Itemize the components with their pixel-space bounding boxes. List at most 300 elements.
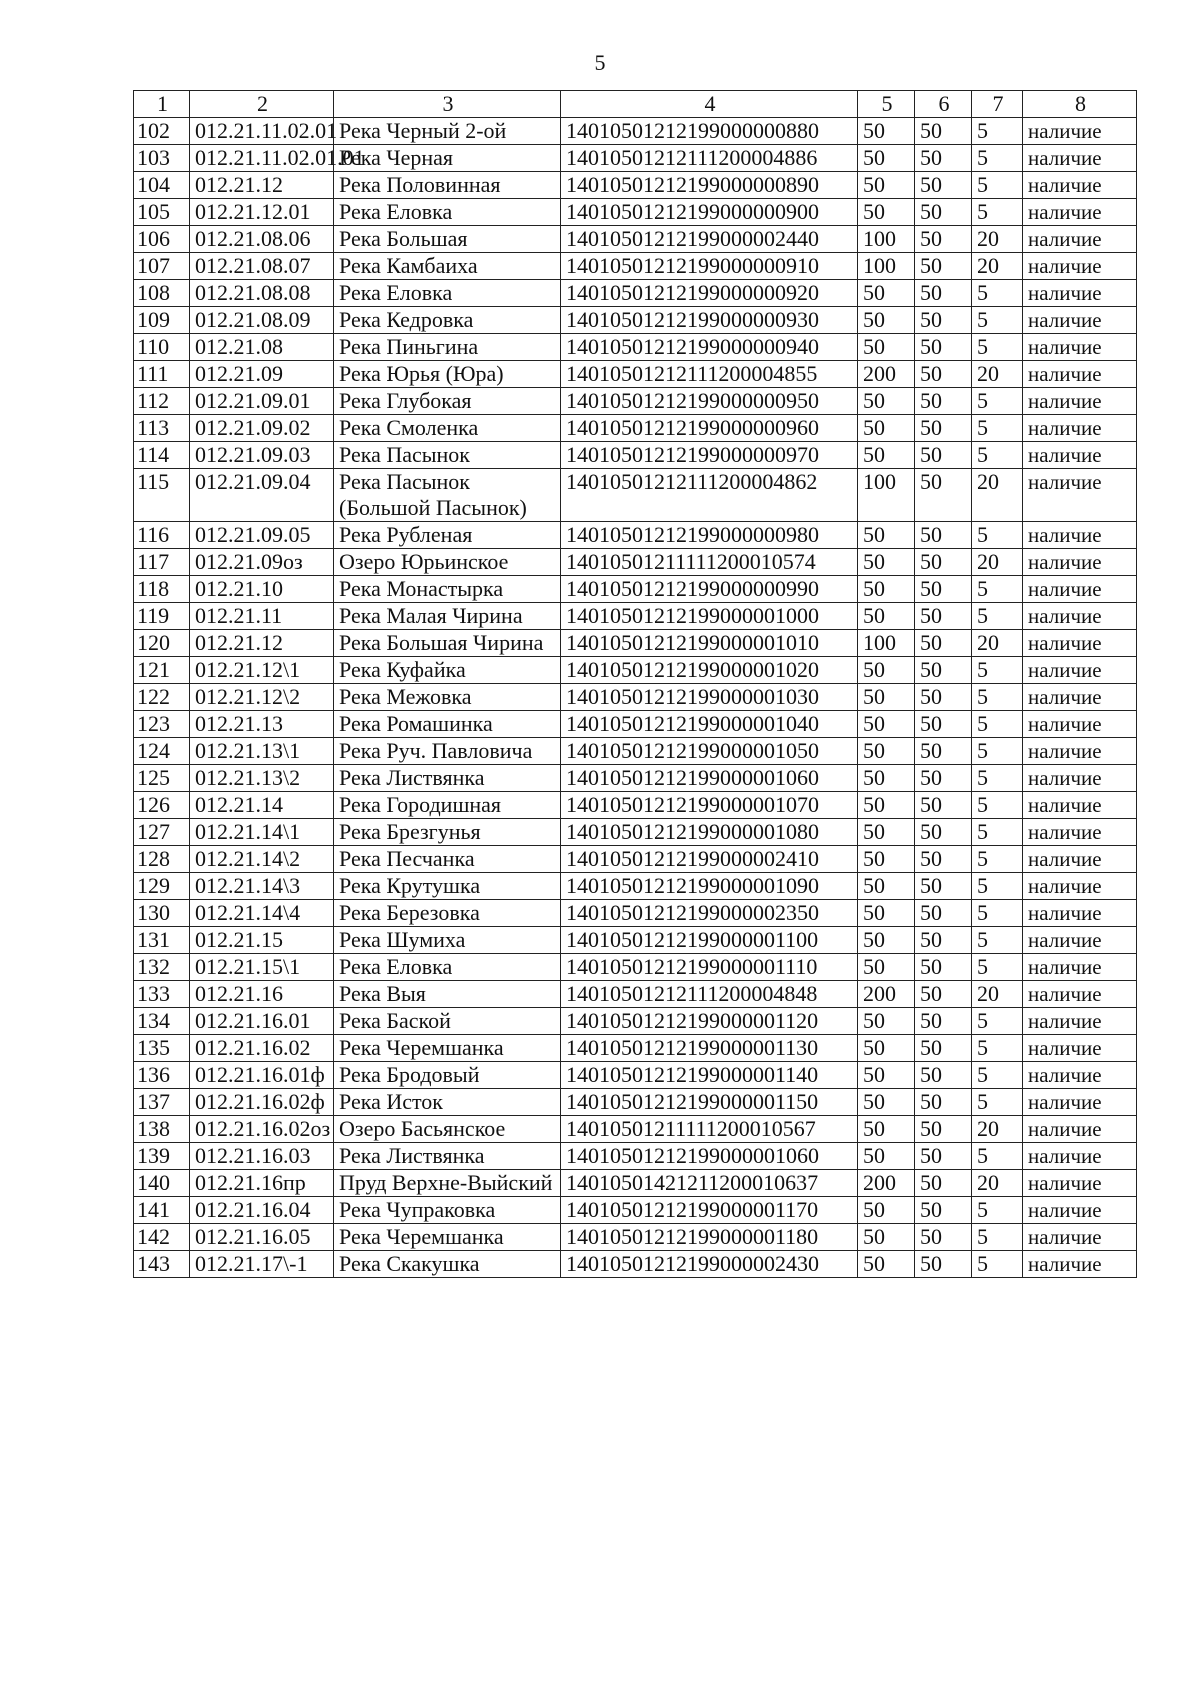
value-col5-cell: 50 <box>858 1143 915 1170</box>
registry-code-cell: 14010501212199000000980 <box>561 522 858 549</box>
value-col6-cell: 50 <box>915 576 972 603</box>
object-code-cell: 012.21.08.07 <box>190 253 334 280</box>
object-code-cell: 012.21.16.02 <box>190 1035 334 1062</box>
value-col5-cell: 50 <box>858 792 915 819</box>
object-code-cell: 012.21.12.01 <box>190 199 334 226</box>
object-name-cell: Река Рубленая <box>334 522 561 549</box>
object-code-cell: 012.21.13\2 <box>190 765 334 792</box>
object-name-cell: Река Еловка <box>334 199 561 226</box>
object-name-cell: Река Пасынок <box>334 442 561 469</box>
table-row <box>134 738 1137 765</box>
value-col5-cell: 50 <box>858 145 915 172</box>
value-col6-cell: 50 <box>915 415 972 442</box>
status-cell: наличие <box>1023 765 1137 792</box>
row-number-cell: 113 <box>134 415 190 442</box>
table-row <box>134 927 1137 954</box>
value-col7-cell: 5 <box>972 873 1023 900</box>
object-code-cell: 012.21.09.05 <box>190 522 334 549</box>
value-col5-cell: 50 <box>858 738 915 765</box>
registry-code-cell: 14010501212199000001080 <box>561 819 858 846</box>
registry-code-cell: 14010501212199000001140 <box>561 1062 858 1089</box>
value-col7-cell: 5 <box>972 1224 1023 1251</box>
registry-code-cell: 14010501421211200010637 <box>561 1170 858 1197</box>
value-col6-cell: 50 <box>915 172 972 199</box>
value-col7-cell: 20 <box>972 469 1023 522</box>
value-col5-cell: 50 <box>858 1008 915 1035</box>
table-row <box>134 442 1137 469</box>
object-name-cell: Река Монастырка <box>334 576 561 603</box>
registry-code-cell: 14010501212199000002410 <box>561 846 858 873</box>
row-number-cell: 104 <box>134 172 190 199</box>
object-name-cell: Река Межовка <box>334 684 561 711</box>
registry-code-cell: 14010501212199000001090 <box>561 873 858 900</box>
registry-code-cell: 14010501212199000001170 <box>561 1197 858 1224</box>
value-col5-cell: 50 <box>858 819 915 846</box>
table-row <box>134 954 1137 981</box>
value-col7-cell: 5 <box>972 954 1023 981</box>
table-row <box>134 226 1137 253</box>
value-col5-cell: 50 <box>858 1089 915 1116</box>
row-number-cell: 143 <box>134 1251 190 1278</box>
registry-code-cell: 14010501212199000001030 <box>561 684 858 711</box>
value-col6-cell: 50 <box>915 1062 972 1089</box>
object-code-cell: 012.21.09.03 <box>190 442 334 469</box>
value-col6-cell: 50 <box>915 657 972 684</box>
object-code-cell: 012.21.11.02.01.01 <box>190 145 334 172</box>
value-col7-cell: 5 <box>972 1197 1023 1224</box>
row-number-cell: 124 <box>134 738 190 765</box>
value-col6-cell: 50 <box>915 334 972 361</box>
value-col7-cell: 5 <box>972 738 1023 765</box>
table-row <box>134 469 1137 522</box>
table-row <box>134 765 1137 792</box>
registry-code-cell: 14010501212199000000900 <box>561 199 858 226</box>
status-cell: наличие <box>1023 522 1137 549</box>
row-number-cell: 114 <box>134 442 190 469</box>
value-col7-cell: 5 <box>972 280 1023 307</box>
value-col6-cell: 50 <box>915 603 972 630</box>
registry-code-cell: 14010501212111200004855 <box>561 361 858 388</box>
row-number-cell: 117 <box>134 549 190 576</box>
object-code-cell: 012.21.09.01 <box>190 388 334 415</box>
value-col6-cell: 50 <box>915 819 972 846</box>
column-header-6: 6 <box>915 91 972 118</box>
table-row <box>134 846 1137 873</box>
object-code-cell: 012.21.14\4 <box>190 900 334 927</box>
object-code-cell: 012.21.11.02.01 <box>190 118 334 145</box>
object-code-cell: 012.21.16.02ф <box>190 1089 334 1116</box>
table-body <box>134 118 1137 1278</box>
object-code-cell: 012.21.09.02 <box>190 415 334 442</box>
row-number-cell: 110 <box>134 334 190 361</box>
object-name-cell: Река Шумиха <box>334 927 561 954</box>
value-col5-cell: 50 <box>858 388 915 415</box>
registry-code-cell: 14010501212199000002350 <box>561 900 858 927</box>
row-number-cell: 102 <box>134 118 190 145</box>
status-cell: наличие <box>1023 900 1137 927</box>
status-cell: наличие <box>1023 1089 1137 1116</box>
object-code-cell: 012.21.13\1 <box>190 738 334 765</box>
row-number-cell: 131 <box>134 927 190 954</box>
column-header-3: 3 <box>334 91 561 118</box>
value-col7-cell: 20 <box>972 226 1023 253</box>
row-number-cell: 126 <box>134 792 190 819</box>
registry-code-cell: 14010501212199000001070 <box>561 792 858 819</box>
value-col7-cell: 5 <box>972 684 1023 711</box>
status-cell: наличие <box>1023 1143 1137 1170</box>
object-code-cell: 012.21.14\2 <box>190 846 334 873</box>
value-col6-cell: 50 <box>915 1116 972 1143</box>
status-cell: наличие <box>1023 388 1137 415</box>
value-col7-cell: 5 <box>972 657 1023 684</box>
status-cell: наличие <box>1023 1008 1137 1035</box>
value-col6-cell: 50 <box>915 927 972 954</box>
registry-code-cell: 14010501212199000001130 <box>561 1035 858 1062</box>
table-row <box>134 307 1137 334</box>
table-row <box>134 199 1137 226</box>
status-cell: наличие <box>1023 1116 1137 1143</box>
object-code-cell: 012.21.08.09 <box>190 307 334 334</box>
object-name-cell: Река Большая Чирина <box>334 630 561 657</box>
row-number-cell: 142 <box>134 1224 190 1251</box>
row-number-cell: 109 <box>134 307 190 334</box>
table-row <box>134 711 1137 738</box>
value-col5-cell: 50 <box>858 711 915 738</box>
table-row <box>134 172 1137 199</box>
value-col7-cell: 20 <box>972 630 1023 657</box>
object-name-cell: Река Черная <box>334 145 561 172</box>
status-cell: наличие <box>1023 253 1137 280</box>
value-col7-cell: 5 <box>972 388 1023 415</box>
table-row <box>134 981 1137 1008</box>
object-name-cell: Озеро Юрьинское <box>334 549 561 576</box>
value-col6-cell: 50 <box>915 711 972 738</box>
row-number-cell: 136 <box>134 1062 190 1089</box>
object-code-cell: 012.21.16.03 <box>190 1143 334 1170</box>
object-name-cell: Река Еловка <box>334 280 561 307</box>
object-name-cell: Река Камбаиха <box>334 253 561 280</box>
table-row <box>134 1197 1137 1224</box>
table-row <box>134 1224 1137 1251</box>
registry-code-cell: 14010501212199000001100 <box>561 927 858 954</box>
object-name-cell: Река Черный 2-ой <box>334 118 561 145</box>
value-col5-cell: 50 <box>858 657 915 684</box>
object-name-cell: Река Крутушка <box>334 873 561 900</box>
row-number-cell: 118 <box>134 576 190 603</box>
value-col6-cell: 50 <box>915 765 972 792</box>
value-col6-cell: 50 <box>915 280 972 307</box>
value-col7-cell: 5 <box>972 846 1023 873</box>
value-col7-cell: 20 <box>972 361 1023 388</box>
value-col5-cell: 50 <box>858 954 915 981</box>
registry-code-cell: 14010501212199000002440 <box>561 226 858 253</box>
value-col6-cell: 50 <box>915 792 972 819</box>
object-name-cell: Река Городишная <box>334 792 561 819</box>
value-col5-cell: 50 <box>858 172 915 199</box>
object-code-cell: 012.21.12\1 <box>190 657 334 684</box>
row-number-cell: 138 <box>134 1116 190 1143</box>
object-code-cell: 012.21.12 <box>190 630 334 657</box>
registry-code-cell: 14010501212199000001040 <box>561 711 858 738</box>
header-row <box>134 91 1137 118</box>
object-name-cell: Река Скакушка <box>334 1251 561 1278</box>
object-name-cell: Река Исток <box>334 1089 561 1116</box>
object-code-cell: 012.21.11 <box>190 603 334 630</box>
value-col5-cell: 50 <box>858 1035 915 1062</box>
row-number-cell: 107 <box>134 253 190 280</box>
object-name-cell: Река Юрья (Юра) <box>334 361 561 388</box>
object-name-cell: Река Черемшанка <box>334 1224 561 1251</box>
value-col5-cell: 100 <box>858 469 915 522</box>
value-col7-cell: 5 <box>972 199 1023 226</box>
object-code-cell: 012.21.12 <box>190 172 334 199</box>
value-col5-cell: 100 <box>858 630 915 657</box>
registry-code-cell: 14010501212199000000970 <box>561 442 858 469</box>
object-code-cell: 012.21.14 <box>190 792 334 819</box>
value-col5-cell: 50 <box>858 118 915 145</box>
value-col5-cell: 50 <box>858 549 915 576</box>
value-col6-cell: 50 <box>915 118 972 145</box>
registry-code-cell: 14010501212199000000950 <box>561 388 858 415</box>
status-cell: наличие <box>1023 1170 1137 1197</box>
object-name-cell: Пруд Верхне-Выйский <box>334 1170 561 1197</box>
table-row <box>134 415 1137 442</box>
status-cell: наличие <box>1023 280 1137 307</box>
object-name-cell: Река Малая Чирина <box>334 603 561 630</box>
registry-code-cell: 14010501212199000001000 <box>561 603 858 630</box>
row-number-cell: 129 <box>134 873 190 900</box>
status-cell: наличие <box>1023 415 1137 442</box>
value-col5-cell: 50 <box>858 307 915 334</box>
registry-code-cell: 14010501212199000000990 <box>561 576 858 603</box>
value-col5-cell: 50 <box>858 1197 915 1224</box>
column-header-7: 7 <box>972 91 1023 118</box>
value-col6-cell: 50 <box>915 1251 972 1278</box>
registry-code-cell: 14010501212199000001060 <box>561 765 858 792</box>
table-row <box>134 1008 1137 1035</box>
status-cell: наличие <box>1023 307 1137 334</box>
value-col7-cell: 5 <box>972 522 1023 549</box>
object-name-cell: Река Половинная <box>334 172 561 199</box>
registry-code-cell: 14010501212199000001180 <box>561 1224 858 1251</box>
object-code-cell: 012.21.16 <box>190 981 334 1008</box>
value-col5-cell: 50 <box>858 1251 915 1278</box>
value-col6-cell: 50 <box>915 253 972 280</box>
value-col7-cell: 5 <box>972 334 1023 361</box>
status-cell: наличие <box>1023 981 1137 1008</box>
status-cell: наличие <box>1023 954 1137 981</box>
column-header-8: 8 <box>1023 91 1137 118</box>
table-row <box>134 819 1137 846</box>
object-code-cell: 012.21.16.05 <box>190 1224 334 1251</box>
value-col7-cell: 5 <box>972 1008 1023 1035</box>
object-name-cell: Река Бродовый <box>334 1062 561 1089</box>
object-code-cell: 012.21.08.08 <box>190 280 334 307</box>
column-header-1: 1 <box>134 91 190 118</box>
object-code-cell: 012.21.08 <box>190 334 334 361</box>
status-cell: наличие <box>1023 469 1137 522</box>
value-col7-cell: 5 <box>972 1089 1023 1116</box>
value-col5-cell: 200 <box>858 1170 915 1197</box>
object-name-cell: Река Глубокая <box>334 388 561 415</box>
table-row <box>134 1251 1137 1278</box>
status-cell: наличие <box>1023 1224 1137 1251</box>
table-row <box>134 576 1137 603</box>
value-col6-cell: 50 <box>915 145 972 172</box>
row-number-cell: 127 <box>134 819 190 846</box>
object-name-cell: Река Песчанка <box>334 846 561 873</box>
row-number-cell: 132 <box>134 954 190 981</box>
row-number-cell: 130 <box>134 900 190 927</box>
object-name-cell: Река Руч. Павловича <box>334 738 561 765</box>
table-row <box>134 253 1137 280</box>
object-code-cell: 012.21.14\1 <box>190 819 334 846</box>
value-col5-cell: 200 <box>858 361 915 388</box>
value-col6-cell: 50 <box>915 900 972 927</box>
value-col6-cell: 50 <box>915 1008 972 1035</box>
row-number-cell: 121 <box>134 657 190 684</box>
table-header <box>134 91 1137 118</box>
object-code-cell: 012.21.15\1 <box>190 954 334 981</box>
object-name-cell: Река Листвянка <box>334 1143 561 1170</box>
status-cell: наличие <box>1023 1062 1137 1089</box>
status-cell: наличие <box>1023 711 1137 738</box>
registry-code-cell: 14010501212199000000890 <box>561 172 858 199</box>
status-cell: наличие <box>1023 657 1137 684</box>
object-name-cell: Река Пиньгина <box>334 334 561 361</box>
row-number-cell: 141 <box>134 1197 190 1224</box>
table-row <box>134 361 1137 388</box>
object-code-cell: 012.21.16.01ф <box>190 1062 334 1089</box>
value-col5-cell: 50 <box>858 684 915 711</box>
value-col7-cell: 5 <box>972 576 1023 603</box>
status-cell: наличие <box>1023 145 1137 172</box>
status-cell: наличие <box>1023 1251 1137 1278</box>
registry-code-cell: 14010501212199000001010 <box>561 630 858 657</box>
water-objects-table <box>133 90 1137 1278</box>
value-col7-cell: 5 <box>972 711 1023 738</box>
value-col5-cell: 50 <box>858 1224 915 1251</box>
value-col7-cell: 5 <box>972 118 1023 145</box>
registry-code-cell: 14010501212199000001020 <box>561 657 858 684</box>
object-name-cell: Река Выя <box>334 981 561 1008</box>
value-col7-cell: 5 <box>972 172 1023 199</box>
object-name-cell: Река Чупраковка <box>334 1197 561 1224</box>
object-name-cell: Река Кедровка <box>334 307 561 334</box>
value-col5-cell: 200 <box>858 981 915 1008</box>
object-code-cell: 012.21.12\2 <box>190 684 334 711</box>
row-number-cell: 128 <box>134 846 190 873</box>
value-col6-cell: 50 <box>915 361 972 388</box>
registry-code-cell: 14010501212199000000920 <box>561 280 858 307</box>
value-col7-cell: 5 <box>972 307 1023 334</box>
object-name-cell: Река Брезгунья <box>334 819 561 846</box>
value-col6-cell: 50 <box>915 1170 972 1197</box>
value-col5-cell: 50 <box>858 873 915 900</box>
value-col5-cell: 50 <box>858 522 915 549</box>
value-col5-cell: 50 <box>858 765 915 792</box>
table-row <box>134 280 1137 307</box>
value-col6-cell: 50 <box>915 307 972 334</box>
value-col5-cell: 50 <box>858 1062 915 1089</box>
object-code-cell: 012.21.16.01 <box>190 1008 334 1035</box>
status-cell: наличие <box>1023 819 1137 846</box>
value-col7-cell: 20 <box>972 981 1023 1008</box>
row-number-cell: 120 <box>134 630 190 657</box>
value-col5-cell: 50 <box>858 576 915 603</box>
row-number-cell: 116 <box>134 522 190 549</box>
table-row <box>134 684 1137 711</box>
status-cell: наличие <box>1023 334 1137 361</box>
value-col7-cell: 5 <box>972 765 1023 792</box>
object-code-cell: 012.21.10 <box>190 576 334 603</box>
registry-code-cell: 14010501212111200004886 <box>561 145 858 172</box>
status-cell: наличие <box>1023 684 1137 711</box>
value-col7-cell: 5 <box>972 442 1023 469</box>
value-col6-cell: 50 <box>915 738 972 765</box>
value-col6-cell: 50 <box>915 522 972 549</box>
value-col7-cell: 5 <box>972 145 1023 172</box>
value-col6-cell: 50 <box>915 684 972 711</box>
value-col6-cell: 50 <box>915 388 972 415</box>
table-row <box>134 1116 1137 1143</box>
status-cell: наличие <box>1023 172 1137 199</box>
value-col6-cell: 50 <box>915 873 972 900</box>
status-cell: наличие <box>1023 792 1137 819</box>
object-code-cell: 012.21.08.06 <box>190 226 334 253</box>
value-col5-cell: 50 <box>858 442 915 469</box>
value-col6-cell: 50 <box>915 469 972 522</box>
object-code-cell: 012.21.17\-1 <box>190 1251 334 1278</box>
status-cell: наличие <box>1023 576 1137 603</box>
status-cell: наличие <box>1023 630 1137 657</box>
value-col5-cell: 50 <box>858 900 915 927</box>
status-cell: наличие <box>1023 927 1137 954</box>
value-col7-cell: 5 <box>972 792 1023 819</box>
value-col7-cell: 5 <box>972 1035 1023 1062</box>
value-col6-cell: 50 <box>915 442 972 469</box>
table-row <box>134 900 1137 927</box>
row-number-cell: 105 <box>134 199 190 226</box>
status-cell: наличие <box>1023 118 1137 145</box>
value-col7-cell: 5 <box>972 900 1023 927</box>
object-name-cell: Река Березовка <box>334 900 561 927</box>
registry-code-cell: 14010501212111200004862 <box>561 469 858 522</box>
registry-code-cell: 14010501212111200004848 <box>561 981 858 1008</box>
object-name-cell: Река Смоленка <box>334 415 561 442</box>
object-name-cell: Река Баской <box>334 1008 561 1035</box>
value-col7-cell: 5 <box>972 1143 1023 1170</box>
object-code-cell: 012.21.09 <box>190 361 334 388</box>
value-col5-cell: 50 <box>858 334 915 361</box>
row-number-cell: 111 <box>134 361 190 388</box>
table-row <box>134 657 1137 684</box>
status-cell: наличие <box>1023 549 1137 576</box>
table-row <box>134 1035 1137 1062</box>
registry-code-cell: 14010501212199000001060 <box>561 1143 858 1170</box>
object-name-cell: Река Большая <box>334 226 561 253</box>
table-row <box>134 1089 1137 1116</box>
table-row <box>134 145 1137 172</box>
value-col6-cell: 50 <box>915 954 972 981</box>
status-cell: наличие <box>1023 873 1137 900</box>
value-col6-cell: 50 <box>915 549 972 576</box>
value-col5-cell: 100 <box>858 253 915 280</box>
row-number-cell: 108 <box>134 280 190 307</box>
table-row <box>134 792 1137 819</box>
column-header-2: 2 <box>190 91 334 118</box>
column-header-4: 4 <box>561 91 858 118</box>
